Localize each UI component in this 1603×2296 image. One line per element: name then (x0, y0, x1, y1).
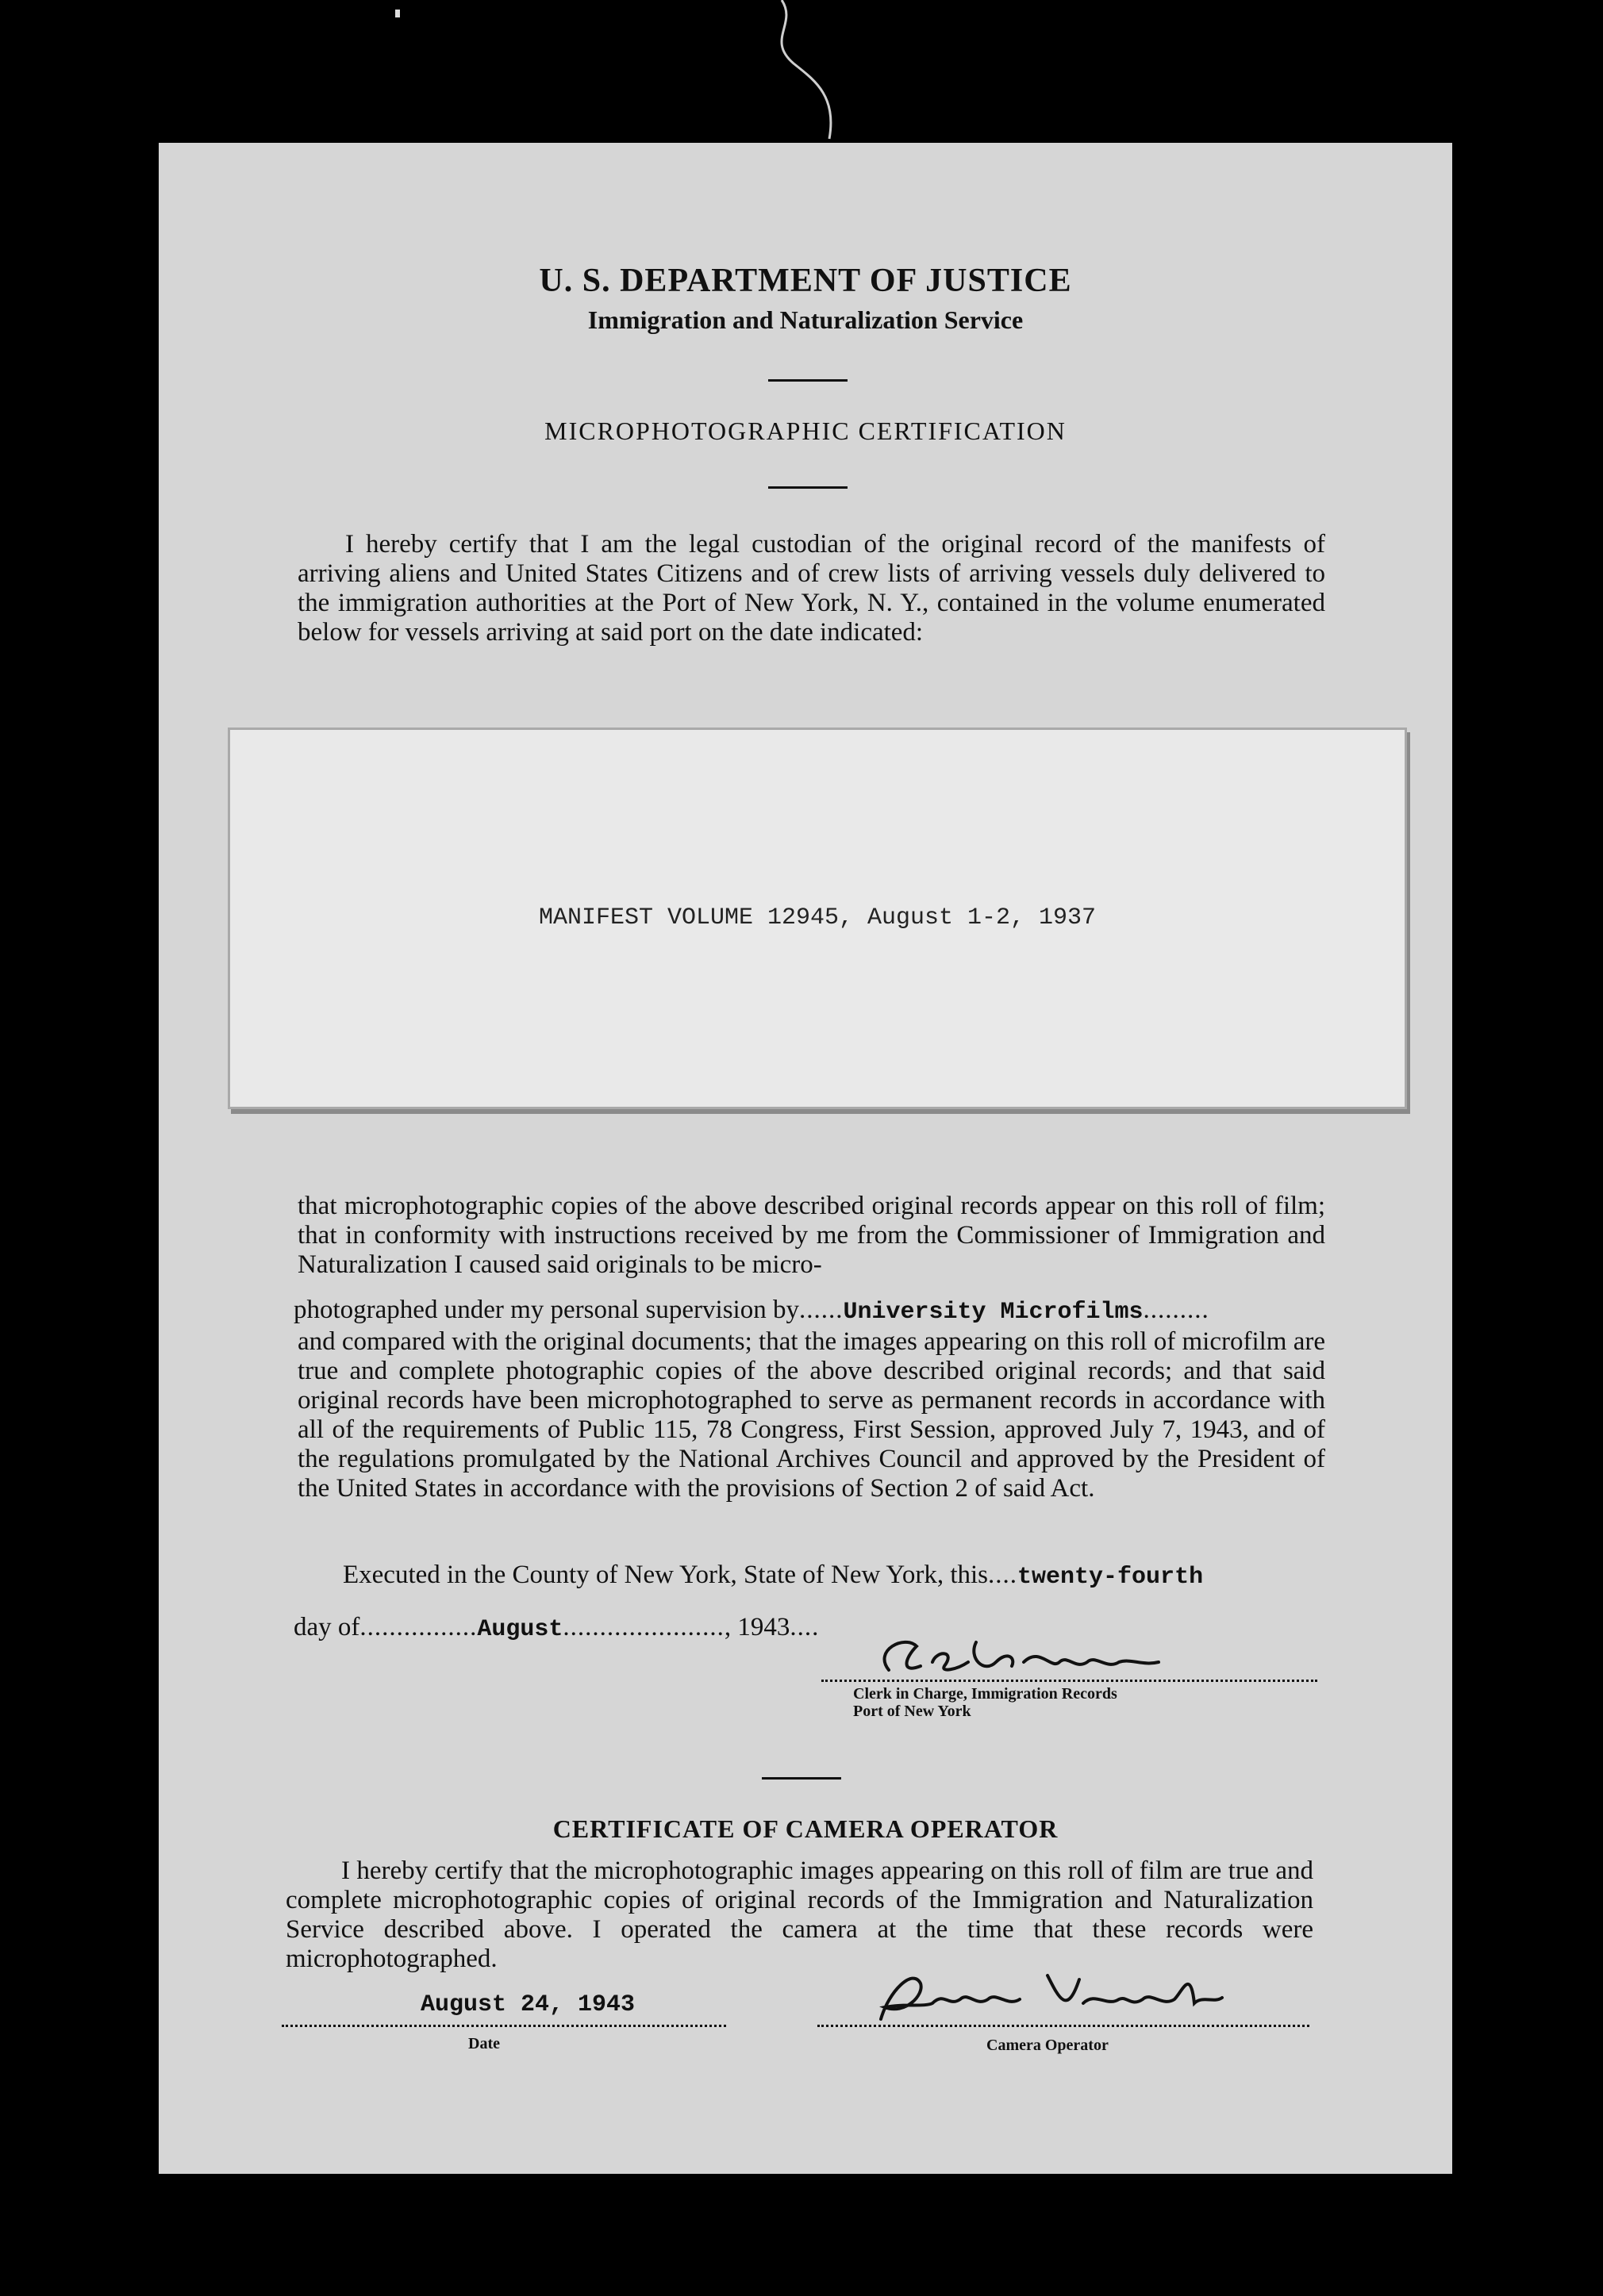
operator-company-value: University Microfilms (843, 1299, 1144, 1326)
service-heading: Immigration and Naturalization Service (587, 305, 1024, 334)
camera-operator-label: Camera Operator (986, 2037, 1109, 2054)
executed-prefix: Executed in the County of New York, State of New York, this (343, 1561, 989, 1589)
dot-leader: .... (790, 1613, 820, 1641)
dot-leader: ...................... (563, 1613, 725, 1641)
manifest-slip (230, 730, 1405, 1107)
divider (762, 1777, 841, 1780)
camera-operator-signature (857, 1960, 1230, 2035)
date-value: August 24, 1943 (421, 1991, 636, 2018)
camera-section-title: CERTIFICATE OF CAMERA OPERATOR (552, 1814, 1059, 1843)
clerk-title-text: Clerk in Charge, Immigration Records (853, 1685, 1117, 1703)
supervision-prefix: photographed under my personal supervision by (294, 1296, 799, 1324)
divider (768, 486, 848, 489)
certificate-page (159, 143, 1452, 2174)
manifest-volume-text: MANIFEST VOLUME 12945, August 1-2, 1937 (538, 904, 1097, 931)
dot-leader: ......... (1143, 1296, 1209, 1324)
department-heading: U. S. DEPARTMENT OF JUSTICE (539, 263, 1072, 299)
executed-line (343, 1561, 1378, 1591)
intro-paragraph: I hereby certify that I am the legal custodian of the original record of the manifests of arriving aliens and United States Citizens and of crew lists of arriving vessels duly delivered to the immigration authorities at the Port of New York, N. Y., contained in the volume enumerated below for vessels arriving at said port on the date indicated: (298, 530, 1325, 647)
camera-operator-line (817, 2025, 1309, 2027)
clerk-signature-line (821, 1680, 1317, 1682)
scan-speck (395, 10, 400, 17)
supervision-line (294, 1296, 1329, 1326)
date-line (282, 2025, 726, 2027)
certificate-title: MICROPHOTOGRAPHIC CERTIFICATION (544, 417, 1067, 445)
dot-leader: ...... (798, 1296, 844, 1324)
camera-paragraph: I hereby certify that the microphotographic images appearing on this roll of film are true and complete microphotographic copies of original records of the Immigration and Naturalization Service described above. I operated the camera at the time that these records were microphotographed. (286, 1856, 1313, 1973)
film-scratch (750, 0, 845, 143)
month-value: August (477, 1616, 563, 1643)
clerk-title (853, 1685, 1117, 1720)
year-text: , 1943 (724, 1613, 790, 1641)
dot-leader: .... (988, 1561, 1018, 1589)
body-paragraph-1: that microphotographic copies of the above described original records appear on this roll of film; that in conformity with instructions received by me from the Commissioner of Immigration and Naturalization I caused said originals to be micro- (298, 1192, 1325, 1279)
dot-leader: ................ (359, 1613, 478, 1641)
executed-day-value: twenty-fourth (1017, 1564, 1204, 1591)
clerk-location-text: Port of New York (853, 1703, 971, 1720)
day-prefix: day of (294, 1613, 360, 1641)
date-label: Date (468, 2035, 500, 2052)
body-paragraph-2: and compared with the original documents; that the images appearing on this roll of microfilm are true and complete photographic copies of the above described original records; and that said original records have been microphotographed to serve as permanent records in accordance with all of the requirements of Public 115, 78 Congress, First Session, approved July 7, 1943, and of the regulations promulgated by the National Archives Council and approved by the President of the United States in accordance with the provisions of Section 2 of said Act. (298, 1327, 1325, 1503)
divider (768, 379, 848, 382)
